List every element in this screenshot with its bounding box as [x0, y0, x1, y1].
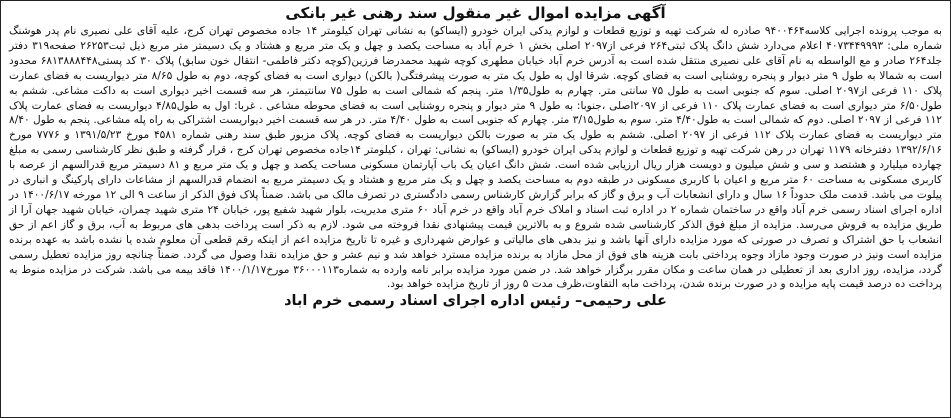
notice-body: به موجب پرونده اجرایی کلاسه۹۴۰۰۴۶۴ صادره له شرکت تهیه و توزیع قطعات و لوازم یدکی ایران خودرو (ایساکو) به نشانی تهران کیلومتر ۱۴ جاده مخصوص تهران کرج، علیه آقای علی نصیری نام پدر هوشنگ شماره ملی: ۴۰۷۳۴۴۹۹۹۳ اعلام می‌دارد شش دانگ پلاک ثبتی۲۶۴ فرعی از۲۰۹۷ اصلی بخش ۱ خرم آباد به مساحت یکصد و چهل و یک متر مربع و هشتاد و یک دسیمتر متر مربع ذیل ثبت۲۶۲۵۳ صفحه۳۱۹ دفتر جلد۲۶۴ صادر و مع الواسطه به نام آقای علی نصیری منتقل شده است به آدرس خرم آباد خیابان مطهری کوچه شهید محمدرضا فرزین(کوچه دکتر فاطمی- انتقال خون سابق) پلاک ۳۰ کد پستی۶۸۱۳۸۸۸۴۴۸ محدود است به شمالا به طول ۹ متر دیوار و پنجره روشنایی است به فضای کوچه. شرقا اول به طول یک متر به صورت پیشرفتگی( بالکن) دیواری است به فضای کوچه، دوم به طول ۸/۶۵ متر دیواریست به فضای عمارت پلاک ۱۱۰ فرعی از۲۰۹۷ اصلی. سوم که جنوبی است به طول ۷۵ سانتی متر. چهارم به طول۱/۳۵ متر. پنجم که شمالی است به طول ۷۵ سانتیمتر، هر سه قسمت اخیر دیواری است به داکت مشاعی. ششم به طول۶/۵۰ متر دیواری است به فضای عمارت پلاک ۱۱۰ فرعی از ۲۰۹۷اصلی ،جنوبا: به طول ۹ متر دیوار و پنجره روشنایی است به فضای محوطه مشاعی . غربا: اول به طول۴/۸۵ دیواریست به فضای عمارت پلاک ۱۱۲ فرعی از ۲۰۹۷ اصلی. دوم که شمالی است به طول۴/۴۰ متر. سوم به طول۳/۱۵ متر. چهارم که جنوبی است به طول ۴/۴۰ متر. در هر سه قسمت اخیر دیواریست اشتراکی به راه پله مشاعی. پنجم به طول ۸/۴۰ متر دیواریست به فضای عمارت پلاک ۱۱۲ فرعی از ۲۰۹۷ اصلی. ششم به طول یک متر به صورت بالکن دیواریست به فضای کوچه. پلاک مزبور طبق سند رهنی شماره ۴۵۸۱ مورخ ۱۳۹۱/۵/۲۳ و ۷۷۷۶ مورخ ۱۳۹۲/۶/۱۶ دفترخانه ۱۱۷۹ تهران در رهن شرکت تهیه و توزیع قطعات و لوازم یدکی ایران خودرو (ایساکو) به نشانی: تهران ، کیلومتر ۱۴جاده مخصوص تهران کرج ، قرار گرفته و طبق نظر کارشناسی رسمی به مبلغ چهارده میلیارد و هشتصد و سی و شش میلیون و دویست هزار ریال ارزیابی شده است. شش دانگ اعیان یک باب آپارتمان مسکونی مساحت یکصد و چهل و یک متر مربع و ۸۱ دسیمتر مربع قدرالسهم از عرصه با کاربری مسکونی به مساحت ۶۰ متر مربع و اعیان با کاربری مسکونی در طبقه دوم به مساحت یکصد و چهل و یک متر مربع و هشتاد و یک دسیمتر مربع به انضمام قدرالسهم از مشاعات دارای پارکینگ و انباری در پیلوت می باشد. قدمت ملک حدوداً ۱۶ سال و دارای انشعابات آب و برق و گاز که برابر گزارش کارشناس رسمی دادگستری در تصرف مالک می باشد. ضمناً پلاک فوق الذکر از ساعت ۹ الی ۱۲ مورخه ۱۴۰۰/۶/۱۷ در اداره اجرای اسناد رسمی خرم آباد واقع در ساختمان شماره ۲ در اداره ثبت اسناد و املاک خرم آباد واقع در خرم آباد ۶۰ متری مدیریت، بلوار شهید شفیع پور، خیابان ۲۴ متری شهید چمران، خیابان شهید جهان آرا از طریق مزایده به فروش می‌رسد. مزایده از مبلغ فوق الذکر کارشناسی شده شروع و به بالاترین قیمت پیشنهادی نقدا فروخته می شود. لازم به ذکر است پرداخت بدهی های مربوط به آب، برق و گاز اعم از حق انشعاب یا حق اشتراک و تصرف در صورتی که مورد مزایده دارای آنها باشد و نیز بدهی های مالیاتی و عوارض شهرداری و غیره تا تاریخ مزایده اعم از اینکه رقم قطعی آن معلوم شده یا نشده باشد به عهده برنده مزایده است ونیز در صورت وجود مازاد وجوه پرداختی بابت هزینه های فوق از محل مازاد به برنده مزایده مسترد خواهد شد و نیم عشر و حق مزایده نقدا وصول می گردد. ضمناً چنانچه روز مزایده تعطیل رسمی گردد، مزایده، روز اداری بعد از تعطیلی در همان ساعت و مکان مقرر برگزار خواهد شد. در ضمن مورد مزایده برابر نامه وارده به شماره۳۶۰۰۰۱۱۳ مورخ۱۴۰۰/۱/۱۷ فاقد بیمه می باشد. شرکت در مزایده منوط به پرداخت ده درصد قیمت پایه مزایده و در صورت برنده شدن، پرداخت مابه التفاوت،ظرف مدت ۵ روز از تاریخ مزایده خواهد بود.: [9, 25, 943, 291]
notice-signature: علی رحیمی– رئیس اداره اجرای اسناد رسمی خرم اباد: [284, 293, 667, 310]
notice-title: آگهی مزایده اموال غیر منقول سند رهنی غیر بانکی: [285, 4, 666, 22]
